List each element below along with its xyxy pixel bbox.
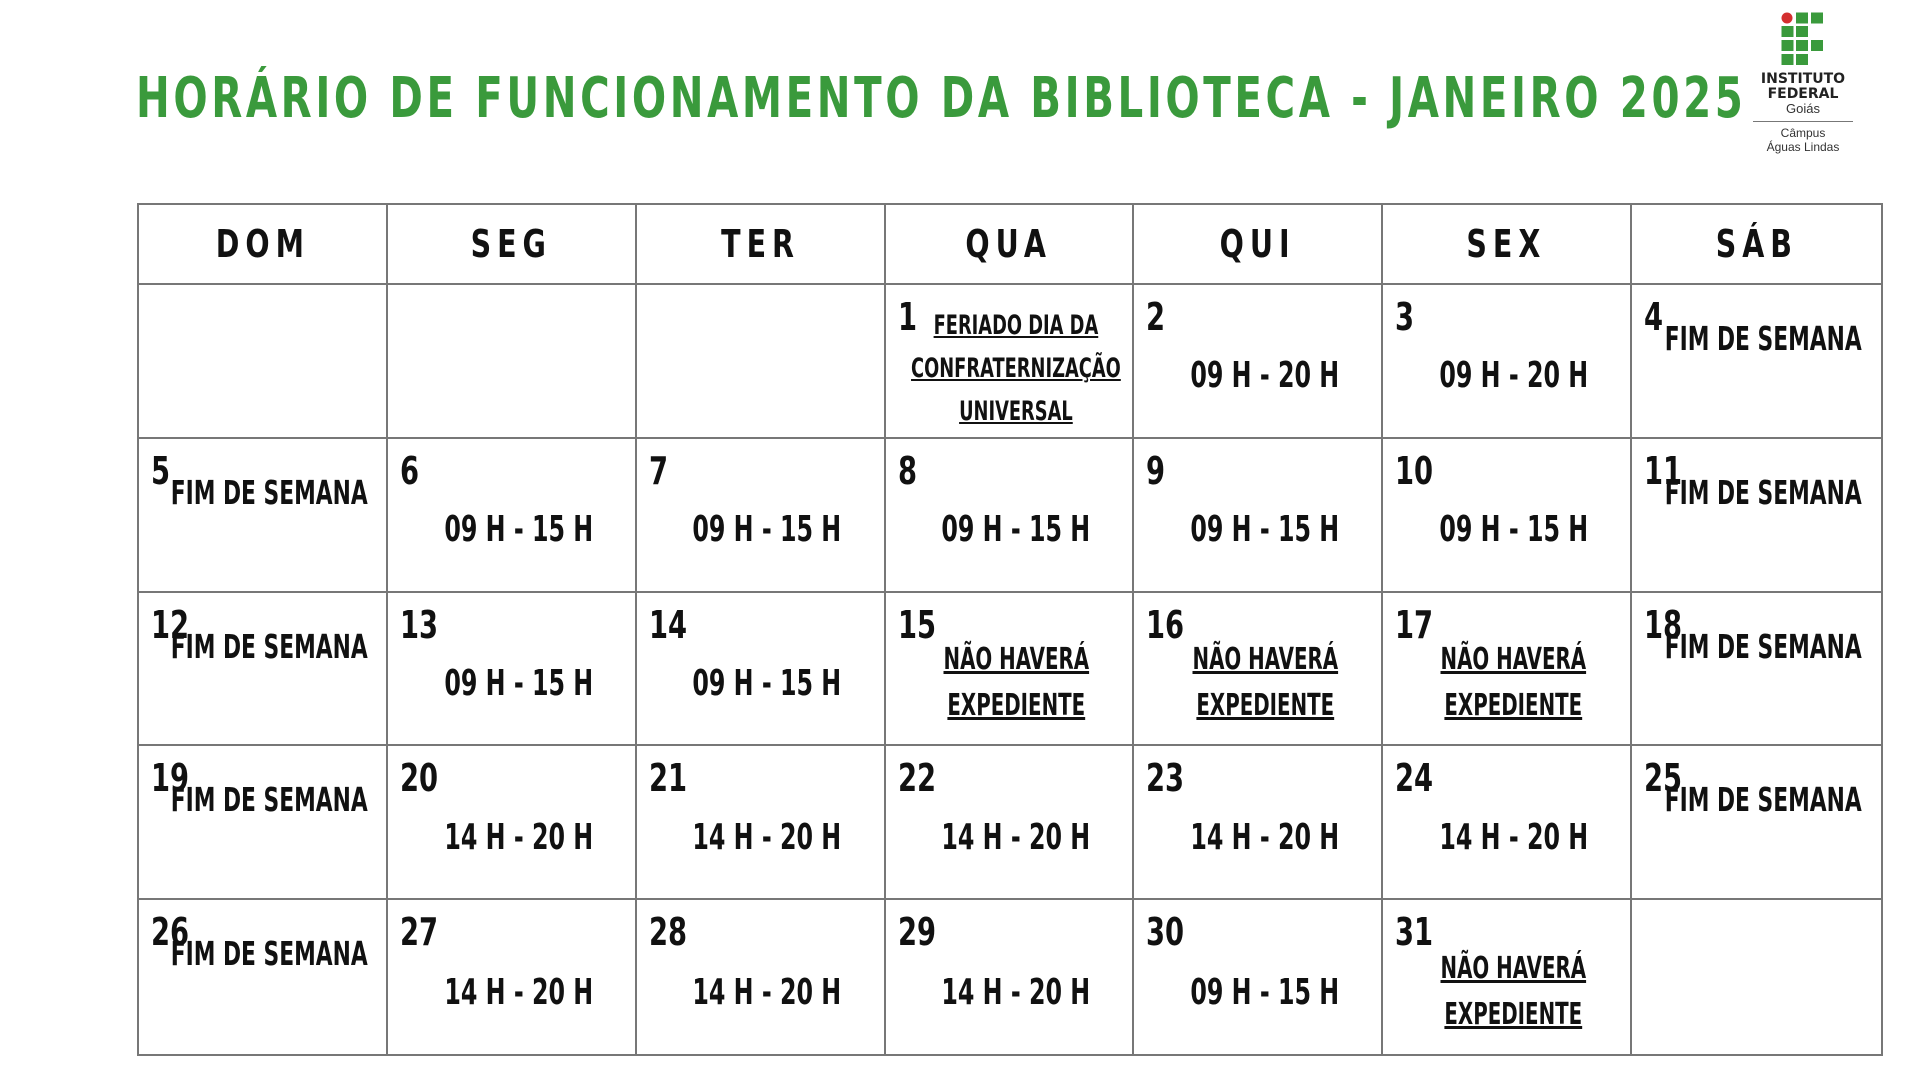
- weekday-header: [886, 205, 1135, 285]
- institute-logo-icon: [1781, 12, 1825, 66]
- day-schedule: [408, 782, 629, 892]
- day-schedule: [906, 936, 1127, 1048]
- calendar-cell: [388, 900, 637, 1054]
- day-schedule-text: 09 H - 15 H: [941, 509, 1091, 551]
- day-schedule-text: 09 H - 15 H: [1190, 509, 1340, 551]
- day-schedule-text: 09 H - 15 H: [443, 662, 593, 704]
- day-schedule-text: 14 H - 20 H: [941, 971, 1091, 1013]
- day-number: 18: [1644, 602, 1683, 647]
- day-schedule: [159, 920, 380, 1048]
- day-number: 28: [648, 910, 687, 955]
- day-schedule-text: 09 H - 15 H: [692, 509, 842, 551]
- day-schedule-text: 14 H - 20 H: [1439, 816, 1589, 858]
- day-schedule: [1403, 321, 1624, 431]
- day-schedule: [408, 475, 629, 585]
- calendar-cell: [1134, 746, 1383, 900]
- day-schedule-text: 09 H - 15 H: [692, 662, 842, 704]
- day-schedule: [906, 475, 1127, 585]
- calendar-cell: [1134, 900, 1383, 1054]
- calendar-cell: [1134, 593, 1383, 747]
- day-schedule-text: FIM DE SEMANA: [1665, 626, 1863, 666]
- logo-text-federal: FEDERAL: [1767, 86, 1839, 102]
- calendar-cell: [1383, 285, 1632, 439]
- day-number: 7: [648, 448, 668, 493]
- calendar-cell: [1383, 746, 1632, 900]
- day-number: 3: [1395, 295, 1415, 339]
- day-number: 20: [399, 756, 438, 801]
- day-number: 14: [648, 602, 687, 647]
- page-title: HORÁRIO DE FUNCIONAMENTO DA BIBLIOTECA - JANEIRO 2025: [136, 66, 1747, 131]
- calendar-cell: [886, 900, 1135, 1054]
- day-number: 10: [1395, 448, 1434, 493]
- day-schedule-text: NÃO HAVERÁ EXPEDIENTE: [1440, 951, 1587, 1033]
- calendar-cell: [139, 439, 388, 593]
- day-schedule-text: 14 H - 20 H: [1190, 816, 1340, 858]
- logo-text-state: Goiás: [1786, 101, 1820, 116]
- day-schedule-text: 14 H - 20 H: [443, 816, 593, 858]
- day-schedule: [1154, 475, 1375, 585]
- day-schedule-text: 14 H - 20 H: [692, 816, 842, 858]
- day-schedule: [159, 766, 380, 892]
- calendar-cell: [1134, 439, 1383, 593]
- calendar-cell: [886, 285, 1135, 439]
- logo-text-campus: Câmpus: [1780, 126, 1826, 140]
- day-schedule: [1652, 613, 1875, 739]
- day-schedule: [1652, 459, 1875, 585]
- weekday-header: [388, 205, 637, 285]
- weekday-header: [1134, 205, 1383, 285]
- day-schedule-text: FERIADO DIA DA CONFRATERNIZAÇÃO UNIVERSAL: [911, 310, 1121, 428]
- calendar-cell: [886, 439, 1135, 593]
- day-number: 25: [1644, 756, 1683, 801]
- calendar-cell: [139, 746, 388, 900]
- calendar-cell: [1383, 439, 1632, 593]
- day-schedule-text: FIM DE SEMANA: [170, 472, 368, 512]
- calendar-cell-empty: [1632, 900, 1881, 1054]
- calendar-cell: [1632, 746, 1881, 900]
- weekday-header: [637, 205, 886, 285]
- calendar-cell-empty: [637, 285, 886, 439]
- day-number: 1: [897, 295, 917, 339]
- day-schedule-text: 09 H - 20 H: [1190, 355, 1340, 397]
- day-number: 21: [648, 756, 687, 801]
- weekday-label: QUI: [1219, 222, 1296, 266]
- day-schedule-text: 09 H - 20 H: [1439, 355, 1589, 397]
- weekday-label: TER: [720, 222, 800, 266]
- day-number: 17: [1395, 602, 1434, 647]
- day-schedule: [1154, 629, 1375, 739]
- day-schedule: [408, 629, 629, 739]
- day-number: 5: [151, 448, 171, 493]
- day-schedule: [1652, 766, 1875, 892]
- day-schedule: [1403, 475, 1624, 585]
- weekday-label: DOM: [215, 222, 310, 266]
- weekday-label: SEX: [1466, 222, 1547, 266]
- day-number: 13: [399, 602, 438, 647]
- calendar-cell: [1632, 439, 1881, 593]
- day-number: 4: [1644, 295, 1664, 339]
- day-number: 27: [399, 910, 438, 955]
- day-number: 15: [897, 602, 936, 647]
- calendar-cell: [637, 746, 886, 900]
- day-number: 22: [897, 756, 936, 801]
- weekday-header: [139, 205, 388, 285]
- day-schedule-text: 09 H - 15 H: [1439, 509, 1589, 551]
- day-schedule-text: 14 H - 20 H: [443, 971, 593, 1013]
- institute-logo: [1748, 12, 1858, 162]
- day-schedule: [1154, 782, 1375, 892]
- day-schedule: [1154, 936, 1375, 1048]
- day-schedule-text: 09 H - 15 H: [1190, 971, 1340, 1013]
- day-number: 24: [1395, 756, 1434, 801]
- calendar-cell: [886, 746, 1135, 900]
- day-schedule-text: FIM DE SEMANA: [170, 626, 368, 666]
- calendar-cell: [139, 593, 388, 747]
- weekday-label: SEG: [470, 222, 552, 266]
- day-schedule: [1403, 936, 1624, 1048]
- calendar-cell: [388, 746, 637, 900]
- day-schedule-text: NÃO HAVERÁ EXPEDIENTE: [943, 642, 1089, 724]
- day-schedule: [657, 936, 878, 1048]
- day-number: 23: [1146, 756, 1185, 801]
- day-schedule: [657, 629, 878, 739]
- day-schedule-text: NÃO HAVERÁ EXPEDIENTE: [1192, 642, 1338, 724]
- day-schedule-text: FIM DE SEMANA: [170, 934, 368, 974]
- day-number: 11: [1644, 448, 1683, 493]
- day-schedule: [906, 782, 1127, 892]
- day-number: 2: [1146, 295, 1166, 339]
- calendar-cell: [1383, 593, 1632, 747]
- calendar-cell: [388, 439, 637, 593]
- day-schedule: [906, 307, 1127, 431]
- calendar-grid: [137, 203, 1883, 1056]
- day-schedule: [1154, 321, 1375, 431]
- logo-text-instituto: INSTITUTO: [1760, 71, 1846, 87]
- day-schedule-text: FIM DE SEMANA: [1665, 319, 1863, 358]
- day-schedule-text: 14 H - 20 H: [692, 971, 842, 1013]
- day-schedule: [159, 613, 380, 739]
- calendar-cell-empty: [139, 285, 388, 439]
- day-schedule: [1652, 305, 1875, 431]
- weekday-label: SÁB: [1715, 222, 1798, 266]
- calendar-cell: [886, 593, 1135, 747]
- day-schedule-text: NÃO HAVERÁ EXPEDIENTE: [1440, 642, 1587, 724]
- day-number: 26: [151, 910, 190, 955]
- day-number: 16: [1146, 602, 1185, 647]
- day-schedule-text: 09 H - 15 H: [443, 509, 593, 551]
- day-schedule: [657, 475, 878, 585]
- day-number: 6: [399, 448, 419, 493]
- day-schedule: [1403, 782, 1624, 892]
- calendar-cell: [1632, 285, 1881, 439]
- calendar-cell: [637, 900, 886, 1054]
- logo-text-campus-name: Águas Lindas: [1766, 140, 1840, 154]
- day-number: 30: [1146, 910, 1185, 955]
- day-number: 29: [897, 910, 936, 955]
- day-number: 19: [151, 756, 190, 801]
- day-schedule-text: FIM DE SEMANA: [1665, 472, 1863, 512]
- day-schedule: [1403, 629, 1624, 739]
- weekday-header: [1383, 205, 1632, 285]
- day-schedule-text: 14 H - 20 H: [941, 816, 1091, 858]
- day-number: 12: [151, 602, 190, 647]
- calendar-cell-empty: [388, 285, 637, 439]
- day-schedule: [906, 629, 1127, 739]
- day-number: 8: [897, 448, 917, 493]
- day-schedule: [408, 936, 629, 1048]
- calendar-cell: [1632, 593, 1881, 747]
- calendar-cell: [1134, 285, 1383, 439]
- day-number: 9: [1146, 448, 1166, 493]
- logo-divider: [1753, 121, 1853, 122]
- calendar-cell: [637, 593, 886, 747]
- day-schedule-text: FIM DE SEMANA: [170, 780, 368, 820]
- day-schedule: [657, 782, 878, 892]
- day-schedule-text: FIM DE SEMANA: [1665, 780, 1863, 820]
- calendar-cell: [388, 593, 637, 747]
- calendar-cell: [139, 900, 388, 1054]
- calendar-cell: [1383, 900, 1632, 1054]
- weekday-header: [1632, 205, 1881, 285]
- day-schedule: [159, 459, 380, 585]
- calendar-cell: [637, 439, 886, 593]
- day-number: 31: [1395, 910, 1434, 955]
- weekday-label: QUA: [965, 222, 1053, 266]
